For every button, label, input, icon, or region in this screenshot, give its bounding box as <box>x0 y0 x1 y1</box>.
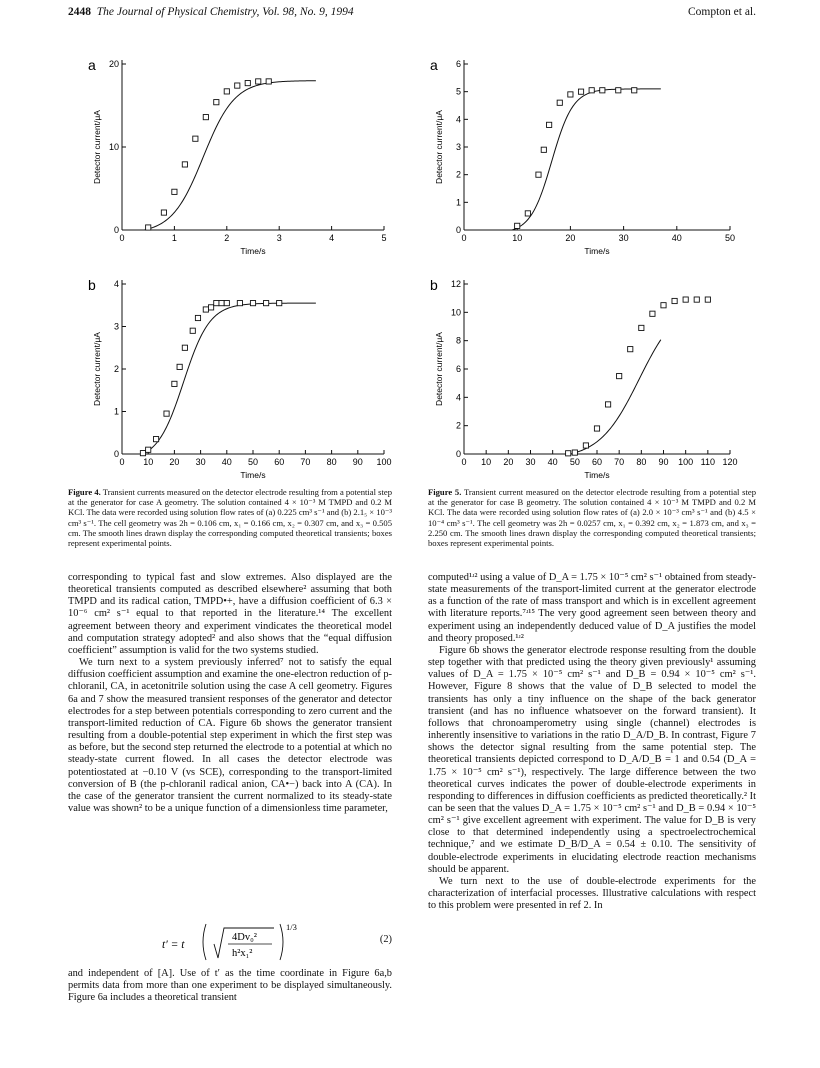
data-point <box>235 83 240 88</box>
y-axis-label: Detector current/μA <box>434 110 444 184</box>
equation-exponent: 1/3 <box>286 922 297 932</box>
data-point <box>566 451 571 456</box>
data-point <box>639 325 644 330</box>
data-point <box>632 88 637 93</box>
figure-4-caption-text: Transient currents measured on the detector electrode resulting from a potential step at the generator for case A geometry. The solution contained 4 × 10⁻³ M TMPD and 0.2 M KCl. The data were recorded using solution flow rates of (a) 0.225 cm³ s⁻¹ and (b) 2.1₅ × 10⁻³ cm³ s⁻¹. The cell geometry was 2h = 0.106 cm, x₁ = 0.166 cm, x₂ = 0.307 cm, and x₃ = 0.505 cm. The smooth lines drawn display the corresponding computed theoretical transients; boxes represent experimental points. <box>68 487 392 549</box>
x-tick-label: 0 <box>461 457 467 467</box>
data-point <box>172 189 177 194</box>
x-axis-label: Time/s <box>240 246 266 256</box>
panel-label: a <box>430 57 438 73</box>
journal-title: The Journal of Physical Chemistry, Vol. 98, No. 9, 1994 <box>96 6 354 18</box>
x-tick-label: 30 <box>525 457 536 467</box>
data-point <box>161 210 166 215</box>
y-tick-label: 12 <box>450 279 461 289</box>
data-point <box>195 315 200 320</box>
x-tick-label: 70 <box>614 457 625 467</box>
page-number: 2448 <box>68 6 91 18</box>
equation-2-graphic <box>128 920 358 964</box>
y-tick-label: 20 <box>108 59 119 69</box>
figure-4-caption <box>68 487 392 548</box>
y-tick-label: 0 <box>113 225 119 235</box>
figure-4-caption-label: Figure 4. <box>68 487 101 497</box>
x-tick-label: 100 <box>678 457 694 467</box>
x-tick-label: 110 <box>700 457 716 467</box>
data-point <box>146 225 151 230</box>
body-right-paragraph-1: computed¹ʴ² using a value of D_A = 1.75 × 10⁻⁵ cm² s⁻¹ obtained from steady-state measurements of the transport-limited current at the generator electrode as a function of the rate of mass transport and which is in excellent agreement with literature reports.⁷ʴ¹⁵ The very good agreement seen between theory and experiment using an independently deduced value of D_A justifies the model and theory proposed.¹ʴ² <box>428 572 756 644</box>
data-point <box>277 301 282 306</box>
y-tick-label: 0 <box>455 225 461 235</box>
figure-5-caption-label: Figure 5. <box>428 487 462 497</box>
x-tick-label: 70 <box>300 457 311 467</box>
y-tick-label: 0 <box>113 449 119 459</box>
body-right-column <box>428 572 756 912</box>
x-tick-label: 3 <box>276 233 282 243</box>
data-point <box>572 450 577 455</box>
y-tick-label: 2 <box>113 364 119 374</box>
data-point <box>214 100 219 105</box>
x-tick-label: 4 <box>329 233 335 243</box>
data-point <box>203 115 208 120</box>
data-point <box>578 89 583 94</box>
y-axis-label: Detector current/μA <box>92 110 102 184</box>
journal-line <box>68 6 354 18</box>
x-tick-label: 80 <box>326 457 337 467</box>
running-header <box>68 6 756 22</box>
y-tick-label: 10 <box>108 142 119 152</box>
figure-5a <box>426 52 742 260</box>
data-point <box>661 303 666 308</box>
y-tick-label: 2 <box>455 169 461 180</box>
x-tick-label: 120 <box>722 457 738 467</box>
data-point <box>146 447 151 452</box>
data-point <box>256 79 261 84</box>
data-point <box>208 305 213 310</box>
equation-numerator: 4Dv₀² <box>232 932 257 943</box>
data-point <box>182 162 187 167</box>
x-tick-label: 20 <box>565 233 576 243</box>
y-axis-label: Detector current/μA <box>434 332 444 406</box>
x-tick-label: 10 <box>481 457 492 467</box>
data-point <box>153 437 158 442</box>
data-point <box>672 298 677 303</box>
x-axis-label: Time/s <box>584 246 610 256</box>
body-left-column-end <box>68 968 392 1004</box>
x-tick-label: 60 <box>591 457 603 467</box>
data-point <box>250 301 255 306</box>
figure-4a <box>84 52 396 260</box>
x-tick-label: 30 <box>195 457 206 467</box>
data-point <box>164 411 169 416</box>
x-tick-label: 10 <box>512 233 523 243</box>
body-left-paragraph-1: corresponding to typical fast and slow extremes. Also displayed are the theoretical transients computed as described elsewhere² assuming that both TMPD and its radical cation, TMPD•+, have a diffusion coefficient of 6.3 × 10⁻⁶ cm² s⁻¹ equal to that reported in the literature.¹⁴ The excellent agreement between theory and experiment vindicates the theoretical model and computation strategy adopted² and also shows that the “equal diffusion coefficient” assumption is valid for the two systems studied. <box>68 572 392 656</box>
figure-5b <box>426 272 742 484</box>
y-tick-label: 3 <box>113 321 119 332</box>
data-point <box>583 443 588 448</box>
equation-lhs: t′ = t <box>162 939 185 951</box>
data-point <box>616 88 621 93</box>
data-point <box>245 80 250 85</box>
x-tick-label: 90 <box>352 457 363 467</box>
data-point <box>547 122 552 127</box>
data-point <box>568 92 573 97</box>
x-tick-label: 20 <box>503 457 514 467</box>
data-point <box>650 311 655 316</box>
data-point <box>190 328 195 333</box>
panel-label: b <box>88 277 96 293</box>
data-point <box>557 100 562 105</box>
data-point <box>177 364 182 369</box>
figure-4b <box>84 272 396 484</box>
equation-2 <box>68 920 392 964</box>
body-right-paragraph-3: We turn next to the use of double-electrode experiments for the characterization of interfacial processes. Illustrative calculations with respect to this problem were presented in ref 2. In <box>428 875 756 912</box>
data-point <box>182 345 187 350</box>
y-tick-label: 10 <box>450 307 461 318</box>
data-point <box>617 373 622 378</box>
body-left-paragraph-3: and independent of [A]. Use of t′ as the time coordinate in Figure 6a,b permits data from more than one experiment to be displayed simultaneously. Figure 6a includes a theoretical transient <box>68 968 392 1004</box>
x-tick-label: 50 <box>724 233 736 243</box>
data-point <box>219 301 224 306</box>
data-point <box>694 297 699 302</box>
x-tick-label: 2 <box>224 233 230 243</box>
x-tick-label: 0 <box>119 233 125 243</box>
x-tick-label: 60 <box>274 457 285 467</box>
x-tick-label: 80 <box>636 457 647 467</box>
y-tick-label: 3 <box>455 142 461 152</box>
y-tick-label: 5 <box>455 86 461 97</box>
panel-label: a <box>88 57 96 73</box>
y-tick-label: 4 <box>455 114 461 125</box>
theory-curve <box>122 303 316 454</box>
data-point <box>224 301 229 306</box>
body-left-paragraph-2: We turn next to a system previously inferred⁷ not to satisfy the equal diffusion coefficient assumption and examine the one-electron reduction of p-chloranil, CA, in acetonitrile solution using the case A cell geometry. Figures 6a and 7 show the measured transient responses of the generator and detector electrodes for a step between potentials corresponding to zero current and the transport-limited reduction of CA. Figure 6b shows the generator transient resulting from a double-potential step experiment in which the first step was as before, but the second step returned the electrode to a potential at which no steady-state current flowed. In all cases the detector electrode was potentiostated at −0.10 V (vs SCE), corresponding to the transport-limited conversion of B (the p-chloranil radical anion, CA•−) back into A (CA). In the case of the generator transient the current normalized to its steady-state value was shown² to be a unique function of a dimensionless time parameter, <box>68 657 392 814</box>
x-tick-label: 40 <box>221 457 232 467</box>
y-tick-label: 8 <box>455 335 461 346</box>
data-point <box>203 307 208 312</box>
x-tick-label: 100 <box>376 457 392 467</box>
y-tick-label: 4 <box>113 279 119 289</box>
x-tick-label: 50 <box>247 457 259 467</box>
data-point <box>541 147 546 152</box>
data-point <box>193 136 198 141</box>
data-point <box>214 301 219 306</box>
body-left-column <box>68 572 392 815</box>
x-axis-label: Time/s <box>584 470 610 480</box>
x-tick-label: 90 <box>658 457 669 467</box>
equation-denominator: h²x₁² <box>232 948 253 959</box>
figure-5-caption-text: Transient current measured on the detector electrode resulting from a potential step at the generator for case B geometry. The solution contained 4 × 10⁻³ M TMPD and 0.2 M KCl. The data were recorded using solution flow rates of (a) 2.0 × 10⁻³ cm³ s⁻¹ and (b) 4.5 × 10⁻⁴ cm³ s⁻¹. The cell geometry was 2h = 0.0257 cm, x₁ = 0.392 cm, x₂ = 1.873 cm, and x₃ = 2.250 cm. The smooth lines drawn display the corresponding computed theoretical transients; boxes represent experimental points. <box>428 487 757 549</box>
data-point <box>600 88 605 93</box>
data-point <box>536 172 541 177</box>
y-tick-label: 2 <box>455 420 461 431</box>
x-tick-label: 10 <box>143 457 154 467</box>
x-tick-label: 5 <box>381 233 387 243</box>
body-right-paragraph-2: Figure 6b shows the generator electrode response resulting from the double step together with that predicted using the theory given previously¹ assuming values of D_A = 1.75 × 10⁻⁵ cm² s⁻¹ and D_B = 0.94 × 10⁻⁵ cm² s⁻¹. However, Figure 8 shows that the value of D_B selected to model the transients has only a tiny influence on the shape of the back generator transient (and has no influence whatsoever on the forward transient). It follows that chronoamperometry using single (channel) electrodes is inherently insensitive to variations in the ratio D_A/D_B. In contrast, Figure 7 shows the detector signal resulting from the same potential step. The theoretical transients depicted correspond to D_A/D_B = 1 and 0.54 (D_A = 1.75 × 10⁻⁵ cm² s⁻¹), respectively. The large difference between the two theoretical curves indicates the power of double-electrode experiments in responding to differences in diffusion coefficients as predicted theoretically.² It can be seen that the values D_A = 1.75 × 10⁻⁵ cm² s⁻¹ and D_B = 0.94 × 10⁻⁵ cm² s⁻¹ give excellent agreement with experiment. The value for D_B is very close to that determined independently using a spectroelectrochemical technique,⁷ and we estimate D_B/D_A = 0.54 ± 0.10. The sensitivity of double-electrode experiments in elucidating electrode reaction mechanisms should be apparent. <box>428 644 756 875</box>
data-point <box>237 301 242 306</box>
y-tick-label: 1 <box>113 406 119 417</box>
data-point <box>525 211 530 216</box>
x-tick-label: 0 <box>119 457 125 467</box>
x-tick-label: 1 <box>171 233 177 243</box>
data-point <box>705 297 710 302</box>
x-tick-label: 50 <box>569 457 580 467</box>
y-tick-label: 1 <box>455 197 461 208</box>
data-point <box>264 301 269 306</box>
equation-number: (2) <box>379 934 392 945</box>
y-tick-label: 4 <box>455 392 461 403</box>
y-tick-label: 6 <box>455 59 461 69</box>
x-tick-label: 0 <box>461 233 467 243</box>
panel-label: b <box>430 277 438 293</box>
data-point <box>172 381 177 386</box>
data-point <box>224 89 229 94</box>
data-point <box>140 451 145 456</box>
theory-curve <box>464 89 661 230</box>
data-point <box>594 426 599 431</box>
running-authors: Compton et al. <box>687 6 756 18</box>
data-point <box>628 347 633 352</box>
x-tick-label: 40 <box>671 233 682 243</box>
data-point <box>266 79 271 84</box>
x-axis-label: Time/s <box>240 470 266 480</box>
y-tick-label: 0 <box>455 449 461 459</box>
data-point <box>605 402 610 407</box>
x-tick-label: 40 <box>547 457 558 467</box>
y-tick-label: 6 <box>455 364 461 374</box>
y-axis-label: Detector current/μA <box>92 332 102 406</box>
x-tick-label: 30 <box>618 233 629 243</box>
data-point <box>515 223 520 228</box>
theory-curve <box>464 340 661 454</box>
figure-5-caption <box>428 487 756 548</box>
x-tick-label: 20 <box>169 457 180 467</box>
data-point <box>683 297 688 302</box>
data-point <box>589 88 594 93</box>
